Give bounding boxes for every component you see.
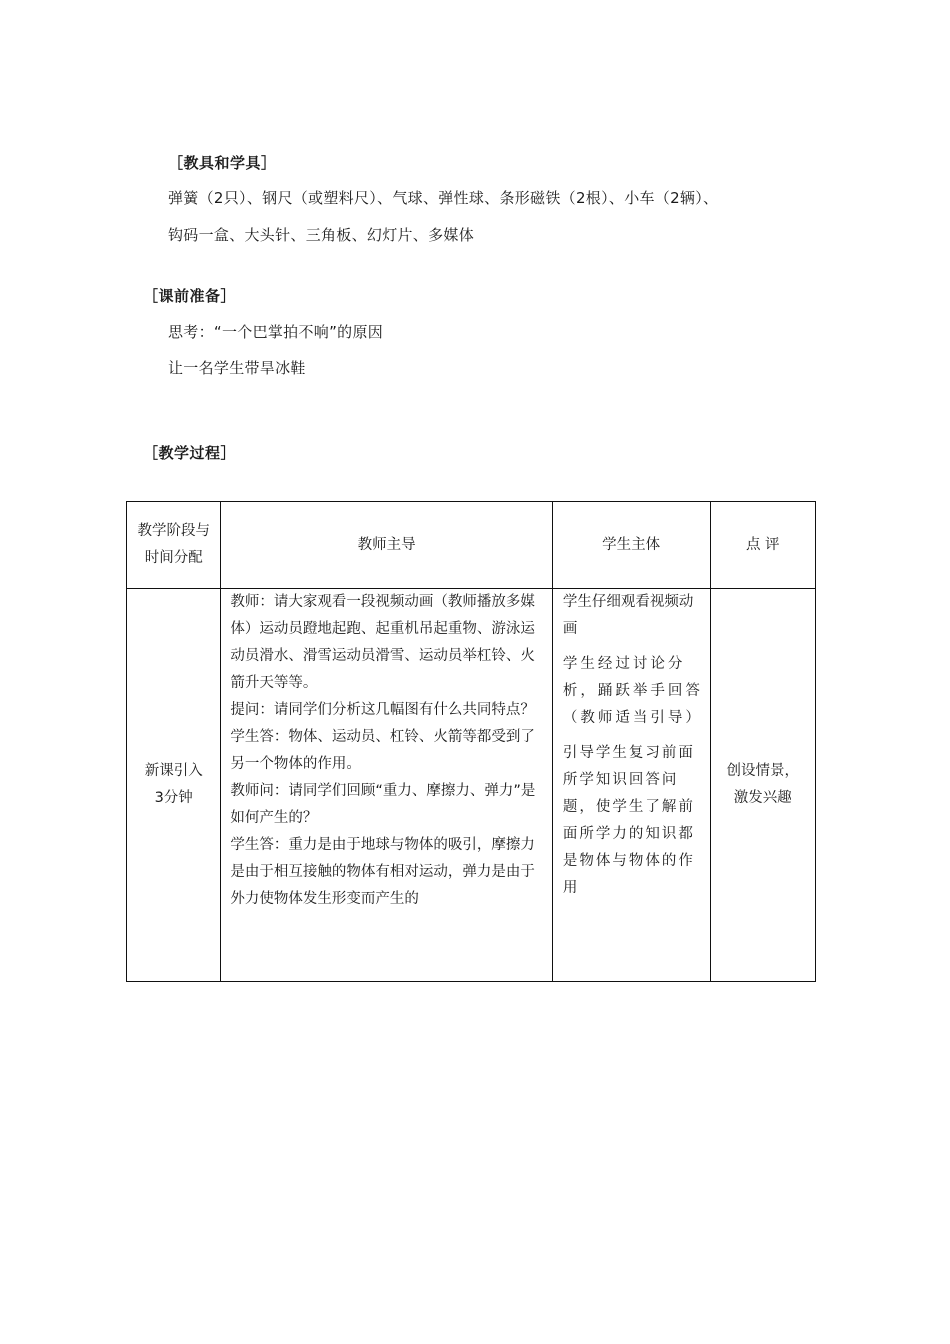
prep-heading: ［课前准备］ [143, 287, 237, 305]
table-header-row [127, 502, 816, 589]
process-heading: ［教学过程］ [143, 444, 237, 462]
student-paragraph: 学生仔细观看视频动画 [562, 594, 694, 637]
review-line-2: 激发兴趣 [733, 790, 792, 806]
header-review: 点 评 [710, 502, 815, 589]
stage-cell [127, 589, 221, 982]
header-stage [127, 502, 221, 589]
review-cell [710, 589, 815, 982]
prep-line-1: 思考：“一个巴掌拍不响”的原因 [168, 323, 384, 341]
student-cell [552, 589, 710, 982]
prep-line-2: 让一名学生带旱冰鞋 [168, 359, 306, 377]
header-stage-text: 教学阶段与时间分配 [137, 523, 210, 566]
stage-time: 3分钟 [154, 790, 193, 806]
header-student: 学生主体 [552, 502, 710, 589]
table-row [127, 589, 816, 982]
tools-line-1: 弹簧（2只）、钢尺（或塑料尺）、气球、弹性球、条形磁铁（2根）、小车（2辆）、 [168, 189, 719, 207]
teacher-cell [221, 589, 552, 982]
tools-heading: ［教具和学具］ [168, 154, 277, 172]
lesson-table [126, 501, 816, 982]
stage-name: 新课引入 [144, 763, 203, 779]
teacher-paragraph: 学生答：重力是由于地球与物体的吸引，摩擦力是由于相互接触的物体有相对运动，弹力是由于外力使物体发生形变而产生的 [230, 837, 535, 907]
student-paragraph: 学生经过讨论分析，踊跃举手回答（教师适当引导） [562, 656, 703, 726]
teacher-paragraph: 教师：请大家观看一段视频动画（教师播放多媒体）运动员蹬地起跑、起重机吊起重物、游泳运动员滑水、滑雪运动员滑雪、运动员举杠铃、火箭升天等等。 [230, 594, 535, 691]
teacher-paragraph: 学生答：物体、运动员、杠铃、火箭等都受到了另一个物体的作用。 [230, 729, 535, 772]
tools-line-2: 钩码一盒、大头针、三角板、幻灯片、多媒体 [168, 226, 475, 244]
teacher-paragraph: 提问：请同学们分析这几幅图有什么共同特点？ [230, 702, 535, 718]
header-teacher: 教师主导 [221, 502, 552, 589]
review-line-1: 创设情景， [726, 763, 799, 779]
student-paragraph: 引导学生复习前面所学知识回答问题，使学生了解前面所学力的知识都是物体与物体的作用 [562, 745, 695, 896]
teacher-paragraph: 教师问：请同学们回顾“重力、摩擦力、弹力”是如何产生的？ [230, 783, 536, 826]
